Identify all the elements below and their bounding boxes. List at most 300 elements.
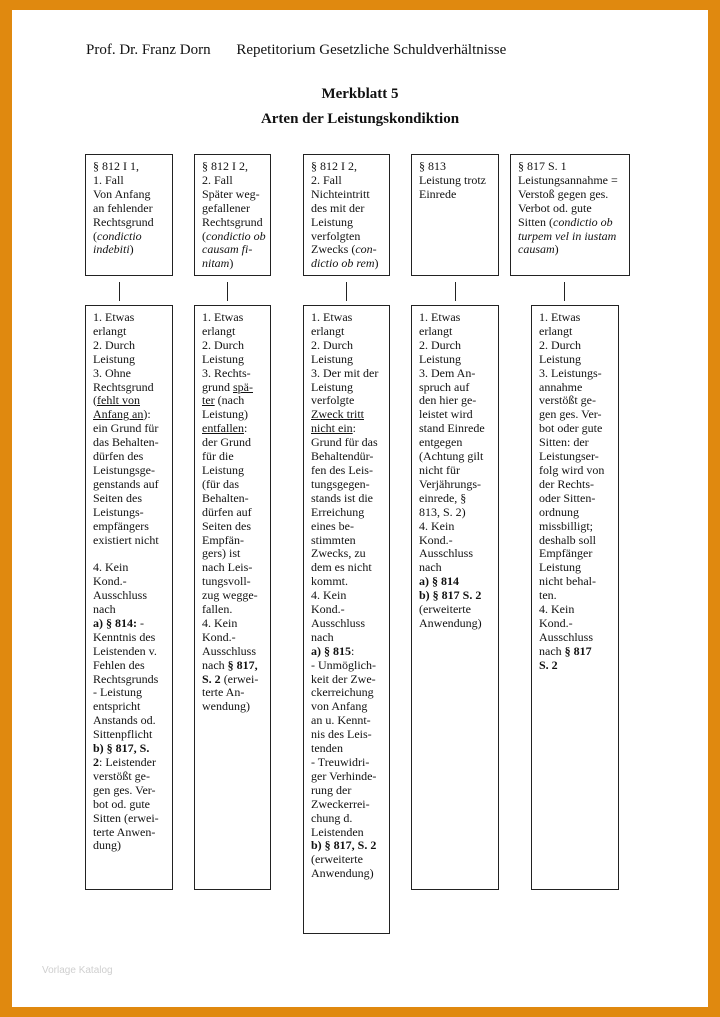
- requirement-line: [539, 534, 611, 548]
- case-box-3: [303, 154, 390, 276]
- text-segment: tungsvoll-: [202, 574, 251, 589]
- requirement-line: [419, 353, 491, 367]
- text-segment: condictio ob: [206, 228, 266, 243]
- text-segment: (: [202, 228, 206, 243]
- text-segment: Empfänger: [539, 546, 593, 561]
- text-segment: - Treuwidri-: [311, 755, 370, 769]
- text-segment: spruch auf: [419, 379, 470, 394]
- text-segment: ): [129, 242, 134, 257]
- requirement-line: [202, 617, 263, 631]
- text-segment: Fehlen des: [93, 657, 145, 672]
- text-segment: der Rechts-: [539, 476, 594, 491]
- requirement-line: [419, 367, 491, 381]
- requirement-line: [93, 603, 165, 617]
- requirement-line: [539, 631, 611, 645]
- text-segment: chung d.: [311, 810, 353, 825]
- requirement-line: [93, 561, 165, 575]
- text-segment: nach: [539, 643, 565, 658]
- case-line: [419, 188, 491, 202]
- requirements-box-5: [531, 305, 619, 890]
- text-segment: für die: [202, 449, 234, 464]
- text-segment: : Leistender: [99, 754, 156, 769]
- text-segment: 4. Kein: [419, 518, 455, 533]
- text-segment: 813, S. 2): [419, 504, 466, 519]
- requirement-line: [539, 339, 611, 353]
- text-segment: Leistung: [93, 351, 135, 366]
- requirement-line: [93, 742, 165, 756]
- text-segment: ): [229, 256, 234, 271]
- requirement-line: [311, 547, 382, 561]
- requirement-line: [202, 339, 263, 353]
- requirement-line: [93, 686, 165, 700]
- text-segment: ): [554, 242, 559, 257]
- text-segment: annahme: [539, 379, 583, 394]
- text-segment: 3. Dem An-: [419, 365, 476, 380]
- requirement-line: [539, 325, 611, 339]
- text-segment: Zwecks, zu: [311, 546, 366, 561]
- text-segment: gers) ist: [202, 546, 241, 561]
- requirement-line: [311, 506, 382, 520]
- text-segment: Seiten des: [202, 518, 251, 533]
- text-segment: empfängers: [93, 518, 149, 533]
- requirement-line: [539, 464, 611, 478]
- text-segment: ordnung: [539, 504, 579, 519]
- text-segment: Kond.-: [202, 629, 236, 644]
- text-segment: 1. Fall: [93, 172, 124, 187]
- requirement-line: [311, 742, 382, 756]
- requirement-line: [311, 784, 382, 798]
- text-segment: gen ges. Ver-: [539, 407, 602, 422]
- text-segment: tenden: [311, 741, 343, 756]
- requirement-line: [93, 798, 165, 812]
- requirement-line: [419, 589, 491, 603]
- connector-line-5: [564, 282, 565, 301]
- requirement-line: [93, 534, 165, 548]
- text-segment: 3. Rechts-: [202, 365, 251, 380]
- case-line: [518, 188, 622, 202]
- text-segment: erlangt: [202, 323, 236, 338]
- text-segment: indebiti: [93, 242, 130, 257]
- requirement-line: [93, 589, 165, 603]
- case-line: [311, 188, 382, 202]
- text-segment: gefallener: [202, 200, 250, 215]
- requirement-line: [93, 728, 165, 742]
- text-segment: Kond.-: [539, 615, 573, 630]
- requirement-line: [93, 659, 165, 673]
- text-segment: (: [93, 393, 97, 408]
- text-segment: nis des Leis-: [311, 727, 372, 742]
- text-segment: Behaltendür-: [311, 449, 374, 464]
- requirement-line: [311, 436, 382, 450]
- text-segment: genstands auf: [93, 476, 159, 491]
- requirement-line: [93, 756, 165, 770]
- requirement-line: [311, 394, 382, 408]
- text-segment: Leistung: [311, 214, 353, 229]
- text-segment: 2. Durch: [419, 337, 461, 352]
- requirement-line: [311, 408, 382, 422]
- text-segment: Anfang an: [93, 407, 144, 422]
- requirement-line: [93, 645, 165, 659]
- text-segment: entfallen: [202, 421, 244, 436]
- text-segment: entspricht: [93, 699, 141, 714]
- requirement-line: [419, 311, 491, 325]
- case-box-5: [510, 154, 630, 276]
- text-segment: § 813: [419, 159, 446, 173]
- requirement-line: [93, 520, 165, 534]
- text-segment: causam fi-: [202, 242, 253, 257]
- text-segment: ): [374, 256, 379, 271]
- text-segment: nach: [93, 602, 116, 617]
- text-segment: missbilligt;: [539, 518, 594, 533]
- requirement-line: [311, 478, 382, 492]
- text-segment: a) § 814:: [93, 615, 137, 630]
- case-line: [518, 243, 622, 257]
- text-segment: bot oder gute: [539, 421, 603, 436]
- requirement-line: [202, 603, 263, 617]
- text-segment: ein Grund für: [93, 421, 159, 436]
- text-segment: Kond.-: [419, 532, 453, 547]
- requirement-line: [311, 311, 382, 325]
- text-segment: Zweck tritt: [311, 407, 364, 422]
- requirement-line: [311, 589, 382, 603]
- text-segment: erlangt: [93, 323, 127, 338]
- text-segment: verstößt ge-: [93, 768, 150, 783]
- requirement-line: [311, 867, 382, 881]
- requirement-line: [539, 492, 611, 506]
- text-segment: Kenntnis des: [93, 629, 156, 644]
- text-segment: dictio ob rem: [311, 256, 375, 271]
- requirement-line: [311, 853, 382, 867]
- text-segment: kommt.: [311, 574, 349, 589]
- text-segment: 2. Durch: [311, 337, 353, 352]
- case-line: [311, 243, 382, 257]
- case-line: [93, 230, 165, 244]
- text-segment: Ausschluss: [539, 629, 594, 644]
- requirement-line: [93, 408, 165, 422]
- case-line: [93, 243, 165, 257]
- requirement-line: [419, 436, 491, 450]
- text-segment: oder Sitten-: [539, 490, 596, 505]
- text-segment: dung): [93, 838, 121, 853]
- text-segment: § 817,: [227, 657, 258, 672]
- requirement-line: [419, 422, 491, 436]
- requirement-line: [93, 839, 165, 853]
- text-segment: nach: [202, 657, 228, 672]
- requirement-line: [93, 394, 165, 408]
- connector-line-1: [119, 282, 120, 301]
- requirement-line: [311, 798, 382, 812]
- requirement-line: [539, 367, 611, 381]
- requirement-line: [311, 381, 382, 395]
- requirement-line: [419, 575, 491, 589]
- requirement-line: [202, 645, 263, 659]
- requirement-line: [202, 589, 263, 603]
- text-segment: S. 2: [539, 657, 558, 672]
- requirement-line: [419, 325, 491, 339]
- requirement-line: [311, 631, 382, 645]
- text-segment: :: [243, 421, 248, 436]
- text-segment: - Leistung: [93, 685, 142, 700]
- text-segment: Anwendung): [311, 866, 374, 881]
- text-segment: 1. Etwas: [311, 310, 353, 324]
- text-segment: Leistungsannahme =: [518, 172, 618, 187]
- requirement-line: [93, 311, 165, 325]
- requirement-line: [202, 408, 263, 422]
- text-segment: Erreichung: [311, 504, 365, 519]
- text-segment: Sitten (erwei-: [93, 810, 159, 825]
- text-segment: condictio: [97, 228, 142, 243]
- requirement-line: [202, 422, 263, 436]
- text-segment: 2. Durch: [202, 337, 244, 352]
- text-segment: nach: [311, 629, 334, 644]
- requirement-line: [93, 436, 165, 450]
- case-line: [93, 188, 165, 202]
- text-segment: Von Anfang: [93, 186, 151, 201]
- requirement-line: [93, 506, 165, 520]
- case-line: [518, 174, 622, 188]
- case-line: [518, 230, 622, 244]
- requirement-line: [311, 700, 382, 714]
- text-segment: a) § 814: [419, 574, 459, 589]
- case-line: [311, 230, 382, 244]
- requirement-line: [93, 700, 165, 714]
- requirement-line: [202, 700, 263, 714]
- case-line: [202, 228, 266, 244]
- requirement-line: [93, 770, 165, 784]
- requirement-line: [311, 756, 382, 770]
- text-segment: stand Einrede: [419, 421, 485, 436]
- requirement-line: [202, 450, 263, 464]
- text-segment: Kond.-: [311, 602, 345, 617]
- requirement-line: [419, 547, 491, 561]
- text-segment: den hier ge-: [419, 393, 477, 408]
- requirement-line: [419, 561, 491, 575]
- requirement-line: [311, 645, 382, 659]
- case-line: [311, 202, 382, 216]
- requirement-line: [202, 673, 263, 687]
- document-page: [12, 10, 708, 1007]
- requirement-line: [539, 422, 611, 436]
- requirement-line: [93, 339, 165, 353]
- text-segment: erlangt: [311, 323, 345, 338]
- requirement-line: [311, 339, 382, 353]
- requirement-line: [311, 367, 382, 381]
- requirement-line: [93, 714, 165, 728]
- case-line: [202, 174, 263, 188]
- requirement-line: [311, 826, 382, 840]
- blank-line: [93, 547, 165, 561]
- text-segment: :: [351, 643, 355, 658]
- text-segment: existiert nicht: [93, 532, 159, 547]
- text-segment: -: [137, 615, 144, 630]
- text-segment: rung der: [311, 782, 352, 797]
- requirement-line: [202, 659, 263, 673]
- case-line: [202, 188, 263, 202]
- text-segment: Rechtsgrunds: [93, 671, 159, 686]
- text-segment: b) § 817, S. 2: [311, 838, 377, 853]
- text-segment: ten.: [539, 588, 557, 603]
- requirement-line: [311, 686, 382, 700]
- text-segment: fen des Leis-: [311, 462, 373, 477]
- case-line: [93, 174, 165, 188]
- text-segment: deshalb soll: [539, 532, 596, 547]
- requirements-box-3: [303, 305, 390, 934]
- requirement-line: [93, 325, 165, 339]
- text-segment: Rechtsgrund: [93, 214, 154, 229]
- text-segment: nitam: [202, 256, 230, 271]
- text-segment: erlangt: [539, 323, 573, 338]
- requirement-line: [202, 325, 263, 339]
- requirement-line: [202, 575, 263, 589]
- text-segment: Anstands od.: [93, 713, 156, 728]
- requirement-line: [539, 645, 611, 659]
- requirement-line: [93, 478, 165, 492]
- requirement-line: [202, 353, 263, 367]
- requirement-line: [93, 617, 165, 631]
- text-segment: terte Anwen-: [93, 824, 156, 839]
- text-segment: Leistungs-: [93, 504, 144, 519]
- case-line: [311, 174, 382, 188]
- text-segment: Sitten (: [518, 214, 553, 229]
- requirement-line: [202, 547, 263, 561]
- requirement-line: [311, 603, 382, 617]
- requirement-line: [539, 436, 611, 450]
- requirement-line: [419, 381, 491, 395]
- requirement-line: [539, 311, 611, 325]
- case-line: [518, 202, 622, 216]
- requirement-line: [93, 784, 165, 798]
- text-segment: an u. Kennt-: [311, 713, 371, 728]
- requirement-line: [539, 408, 611, 422]
- text-segment: 3. Leistungs-: [539, 365, 602, 380]
- requirement-line: [202, 506, 263, 520]
- text-segment: wendung): [202, 699, 250, 714]
- text-segment: Ausschluss: [311, 615, 366, 630]
- text-segment: Sitten: der: [539, 435, 589, 450]
- text-segment: ter: [202, 393, 215, 408]
- text-segment: Rechtsgrund: [93, 379, 154, 394]
- text-segment: a) § 815: [311, 643, 351, 658]
- text-segment: 2. Durch: [93, 337, 135, 352]
- text-segment: verfolgten: [311, 228, 361, 243]
- requirement-line: [419, 408, 491, 422]
- text-segment: Zwecks (: [311, 242, 356, 257]
- case-line: [202, 257, 263, 271]
- text-segment: - Unmöglich-: [311, 657, 376, 672]
- text-segment: nicht für: [419, 462, 460, 477]
- text-segment: Leistung: [202, 351, 244, 366]
- text-segment: dem es nicht: [311, 560, 372, 575]
- text-segment: 4. Kein: [539, 602, 575, 617]
- case-line: [311, 160, 382, 174]
- case-line: [202, 160, 263, 174]
- text-segment: (nach: [214, 393, 245, 408]
- text-segment: Leistung: [311, 379, 353, 394]
- requirement-line: [93, 367, 165, 381]
- text-segment: § 812 I 2,: [311, 159, 357, 173]
- text-segment: von Anfang: [311, 699, 368, 714]
- text-segment: (: [93, 228, 97, 243]
- case-line: [93, 216, 165, 230]
- requirement-line: [311, 770, 382, 784]
- requirement-line: [202, 561, 263, 575]
- text-segment: Empfän-: [202, 532, 244, 547]
- case-line: [419, 174, 491, 188]
- text-segment: grund: [202, 379, 233, 394]
- text-segment: S. 2: [202, 671, 221, 686]
- requirement-line: [202, 631, 263, 645]
- text-segment: Kond.-: [93, 574, 127, 589]
- case-line: [518, 216, 622, 230]
- text-segment: entgegen: [419, 435, 463, 450]
- text-segment: b) § 817, S.: [93, 741, 150, 756]
- requirement-line: [311, 617, 382, 631]
- case-line: [311, 216, 382, 230]
- text-segment: erlangt: [419, 323, 453, 338]
- text-segment: causam: [518, 242, 555, 257]
- text-segment: 4. Kein: [93, 560, 129, 575]
- text-segment: § 817: [564, 643, 592, 658]
- text-segment: der Grund: [202, 435, 251, 450]
- document-subtitle: Arten der Leistungskondiktion: [260, 111, 460, 127]
- requirement-line: [311, 714, 382, 728]
- text-segment: Leistung: [419, 351, 461, 366]
- text-segment: stimmten: [311, 532, 356, 547]
- text-segment: folg wird von: [539, 462, 605, 477]
- requirement-line: [202, 436, 263, 450]
- requirement-line: [202, 478, 263, 492]
- requirement-line: [202, 367, 263, 381]
- requirement-line: [419, 394, 491, 408]
- text-segment: zug wegge-: [202, 588, 258, 603]
- text-segment: con-: [355, 242, 377, 257]
- text-segment: Leistenden: [311, 824, 364, 839]
- requirement-line: [202, 534, 263, 548]
- text-segment: § 817 S. 1: [518, 159, 567, 173]
- text-segment: verfolgte: [311, 393, 355, 408]
- requirement-line: [93, 812, 165, 826]
- text-segment: terte An-: [202, 685, 245, 700]
- requirement-line: [419, 478, 491, 492]
- requirement-line: [311, 464, 382, 478]
- requirement-line: [93, 381, 165, 395]
- requirement-line: [93, 826, 165, 840]
- case-line: [202, 243, 263, 257]
- requirement-line: [419, 506, 491, 520]
- requirement-line: [202, 686, 263, 700]
- text-segment: ckerreichung: [311, 685, 374, 700]
- text-segment: Ausschluss: [419, 546, 474, 561]
- text-segment: bot od. gute: [93, 796, 150, 811]
- text-segment: 2. Fall: [311, 172, 342, 187]
- text-segment: (Achtung gilt: [419, 449, 484, 464]
- header-author: Prof. Dr. Franz Dorn: [86, 42, 211, 58]
- case-box-2: [194, 154, 271, 276]
- text-segment: ger Verhinde-: [311, 768, 377, 783]
- text-segment: Nichteintritt: [311, 186, 370, 201]
- requirement-line: [539, 617, 611, 631]
- text-segment: Leistung: [202, 462, 244, 477]
- text-segment: leistet wird: [419, 407, 473, 422]
- text-segment: einrede, §: [419, 490, 467, 505]
- text-segment: an fehlender: [93, 200, 153, 215]
- text-segment: (erweiterte: [419, 602, 471, 617]
- requirement-line: [539, 561, 611, 575]
- requirement-line: [419, 464, 491, 478]
- requirement-line: [93, 631, 165, 645]
- requirement-line: [93, 422, 165, 436]
- text-segment: Verbot od. gute: [518, 200, 592, 215]
